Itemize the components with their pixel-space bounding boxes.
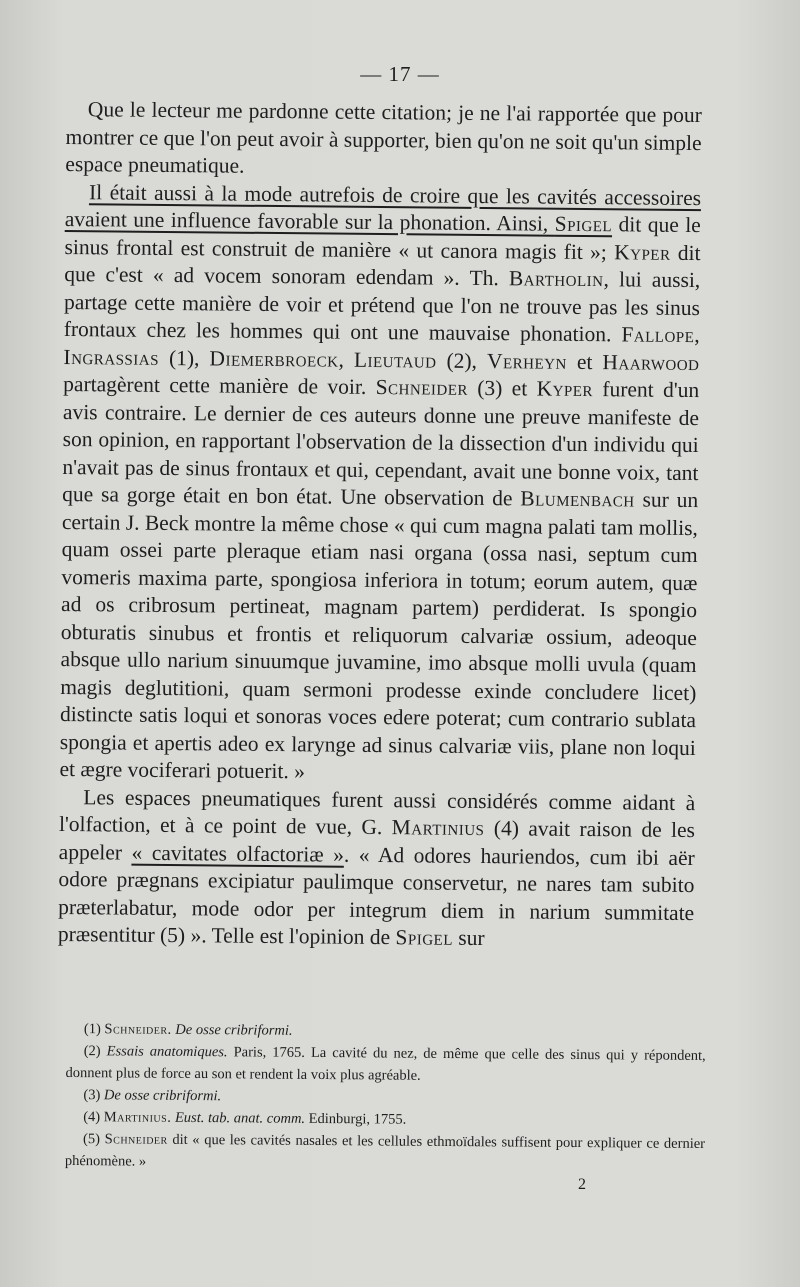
text-run: sur un certain J. Beck montre la même chose « qui cum magna palati tam mollis, quam ossei parte pleraque etiam nasi organa (ossa nasi, septum cum vomeris maxima parte, spongiosa inferiora in totum; eorum autem, quæ ad os cribrosum pertineat, magnam partem) perdiderat. Is spongio obturatis sinubus et frontis et reliquorum calvariæ ossium, adeoque absque ullo narium sinuumque juvamine, imo absque molli uvula (quam magis deglutitioni, quam sermoni prodesse exinde concludere licet) distincte satis loqui et sonoras voces edere poterat; cum contrario sublata spongia et apertis adeo ex larynge ad sinus calvariæ viis, plane non loqui et ægre vociferari potuerit. » [59, 487, 699, 784]
author-schneider: Schneider [375, 374, 469, 400]
main-text [58, 96, 702, 955]
page-number: — 17 — [360, 62, 440, 86]
text-run: dit que le sinus frontal est construit de manière « ut canora magis fit »; [64, 212, 701, 264]
author-martinius: Martinius [391, 815, 485, 841]
footnote-title: Essais anatomiques. [106, 1043, 228, 1061]
paragraph-1: Que le lecteur me pardonne cette citation; je ne l'ai rapportée que pour montrer ce que l'on peut avoir à supporter, bien qu'on ne soit qu'un simple espace pneumatique. [65, 97, 702, 178]
author-kyper: Kyper [614, 239, 671, 265]
signature-mark: 2 [578, 1176, 586, 1193]
author-spigel: Spigel [395, 925, 454, 950]
text-run: , [338, 347, 355, 372]
text-run: (1), [158, 345, 210, 370]
underlined-passage: Il était aussi à la mode autrefois de croire que les cavités accessoires avaient une influence favorable sur la phonation. Ainsi, [64, 179, 702, 236]
footnote-5 [65, 1128, 705, 1177]
text-run: (2), [436, 348, 488, 373]
footnote-number: (2) [83, 1043, 107, 1060]
footnote-author: Schneider. [104, 1021, 172, 1038]
underlined-term: « cavitates olfactoriæ » [131, 840, 345, 867]
author-ingrassias: Ingrassias [63, 344, 160, 370]
text-run: (4) avait raison de les appeler [58, 816, 696, 865]
author-verheyn: Verheyn [486, 348, 567, 374]
footnote-text: Edinburgi, 1755. [305, 1110, 407, 1128]
footnote-number: (3) [83, 1087, 105, 1104]
text-run: , lui aussi, partage cette manière de voir et prétend que l'on ne trouve pas les sinus frontaux chez les hommes qui ont une mauvaise phonation. [63, 267, 701, 347]
author-spigel: Spigel [554, 211, 613, 237]
text-run: furent d'un avis contraire. Le dernier de ces auteurs donne une preuve manifeste de son opinion, en rapportant l'observation de la dissection d'un individu qui n'avait pas de sinus frontaux et qui, cependant, avait une bonne voix, tant que sa gorge était en bon état. Une observation de [62, 377, 700, 511]
author-diemerbroeck: Diemerbroeck [209, 345, 339, 372]
paragraph-3 [58, 783, 696, 954]
author-haarwood: Haarwood [602, 349, 700, 375]
footnote-text: dit « que les cavités nasales et les cellules ethmoïdales suffisent pour expliquer ce dernier phénomène. » [64, 1131, 706, 1170]
text-run: Les espaces pneumatiques furent aussi considérés comme aidant à l'olfaction, et à ce point de vue, G. [58, 784, 696, 840]
footnote-author: Schneider [104, 1131, 168, 1148]
footnote-2 [65, 1040, 705, 1089]
text-run: et [566, 349, 603, 374]
text-run: . « Ad odores hauriendos, cum ibi aër odore prægnans excipiatur paulimque conservetur, ne nares tam subito præterlabatur, mode odor per integrum diem in narium summitate præsentitur (5) ». Telle est l'opinion de [57, 842, 695, 950]
text-run: , [694, 323, 700, 348]
footnote-text: Paris, 1765. La cavité du nez, de même que celle des sinus qui y répondent, donnent plus de force au son et rendent la voix plus agréable. [65, 1044, 706, 1084]
author-blumenbach: Blumenbach [520, 486, 635, 512]
footnote-author: Martinius. [103, 1109, 172, 1126]
footnote-title: De osse cribriformi. [103, 1087, 222, 1105]
footnotes [65, 1018, 706, 1177]
text-run: sur [452, 925, 485, 951]
author-fallope: Fallope [621, 322, 695, 348]
footnote-number: (5) [82, 1131, 105, 1148]
footnote-title: De osse cribriformi. [171, 1021, 293, 1039]
text-run: partagèrent cette manière de voir. [63, 371, 376, 399]
footnote-number: (1) [83, 1021, 105, 1038]
paragraph-2 [59, 178, 701, 789]
text-run: (3) et [467, 375, 537, 401]
footnote-title: Eust. tab. anat. comm. [171, 1109, 306, 1127]
author-bartholin: Bartholin [508, 266, 604, 292]
author-kyper: Kyper [536, 376, 594, 402]
footnote-number: (4) [83, 1109, 104, 1126]
author-lieutaud: Lieutaud [353, 347, 437, 373]
text-run: dit que c'est « ad vocem sonoram edendam ». Th. [64, 240, 701, 291]
